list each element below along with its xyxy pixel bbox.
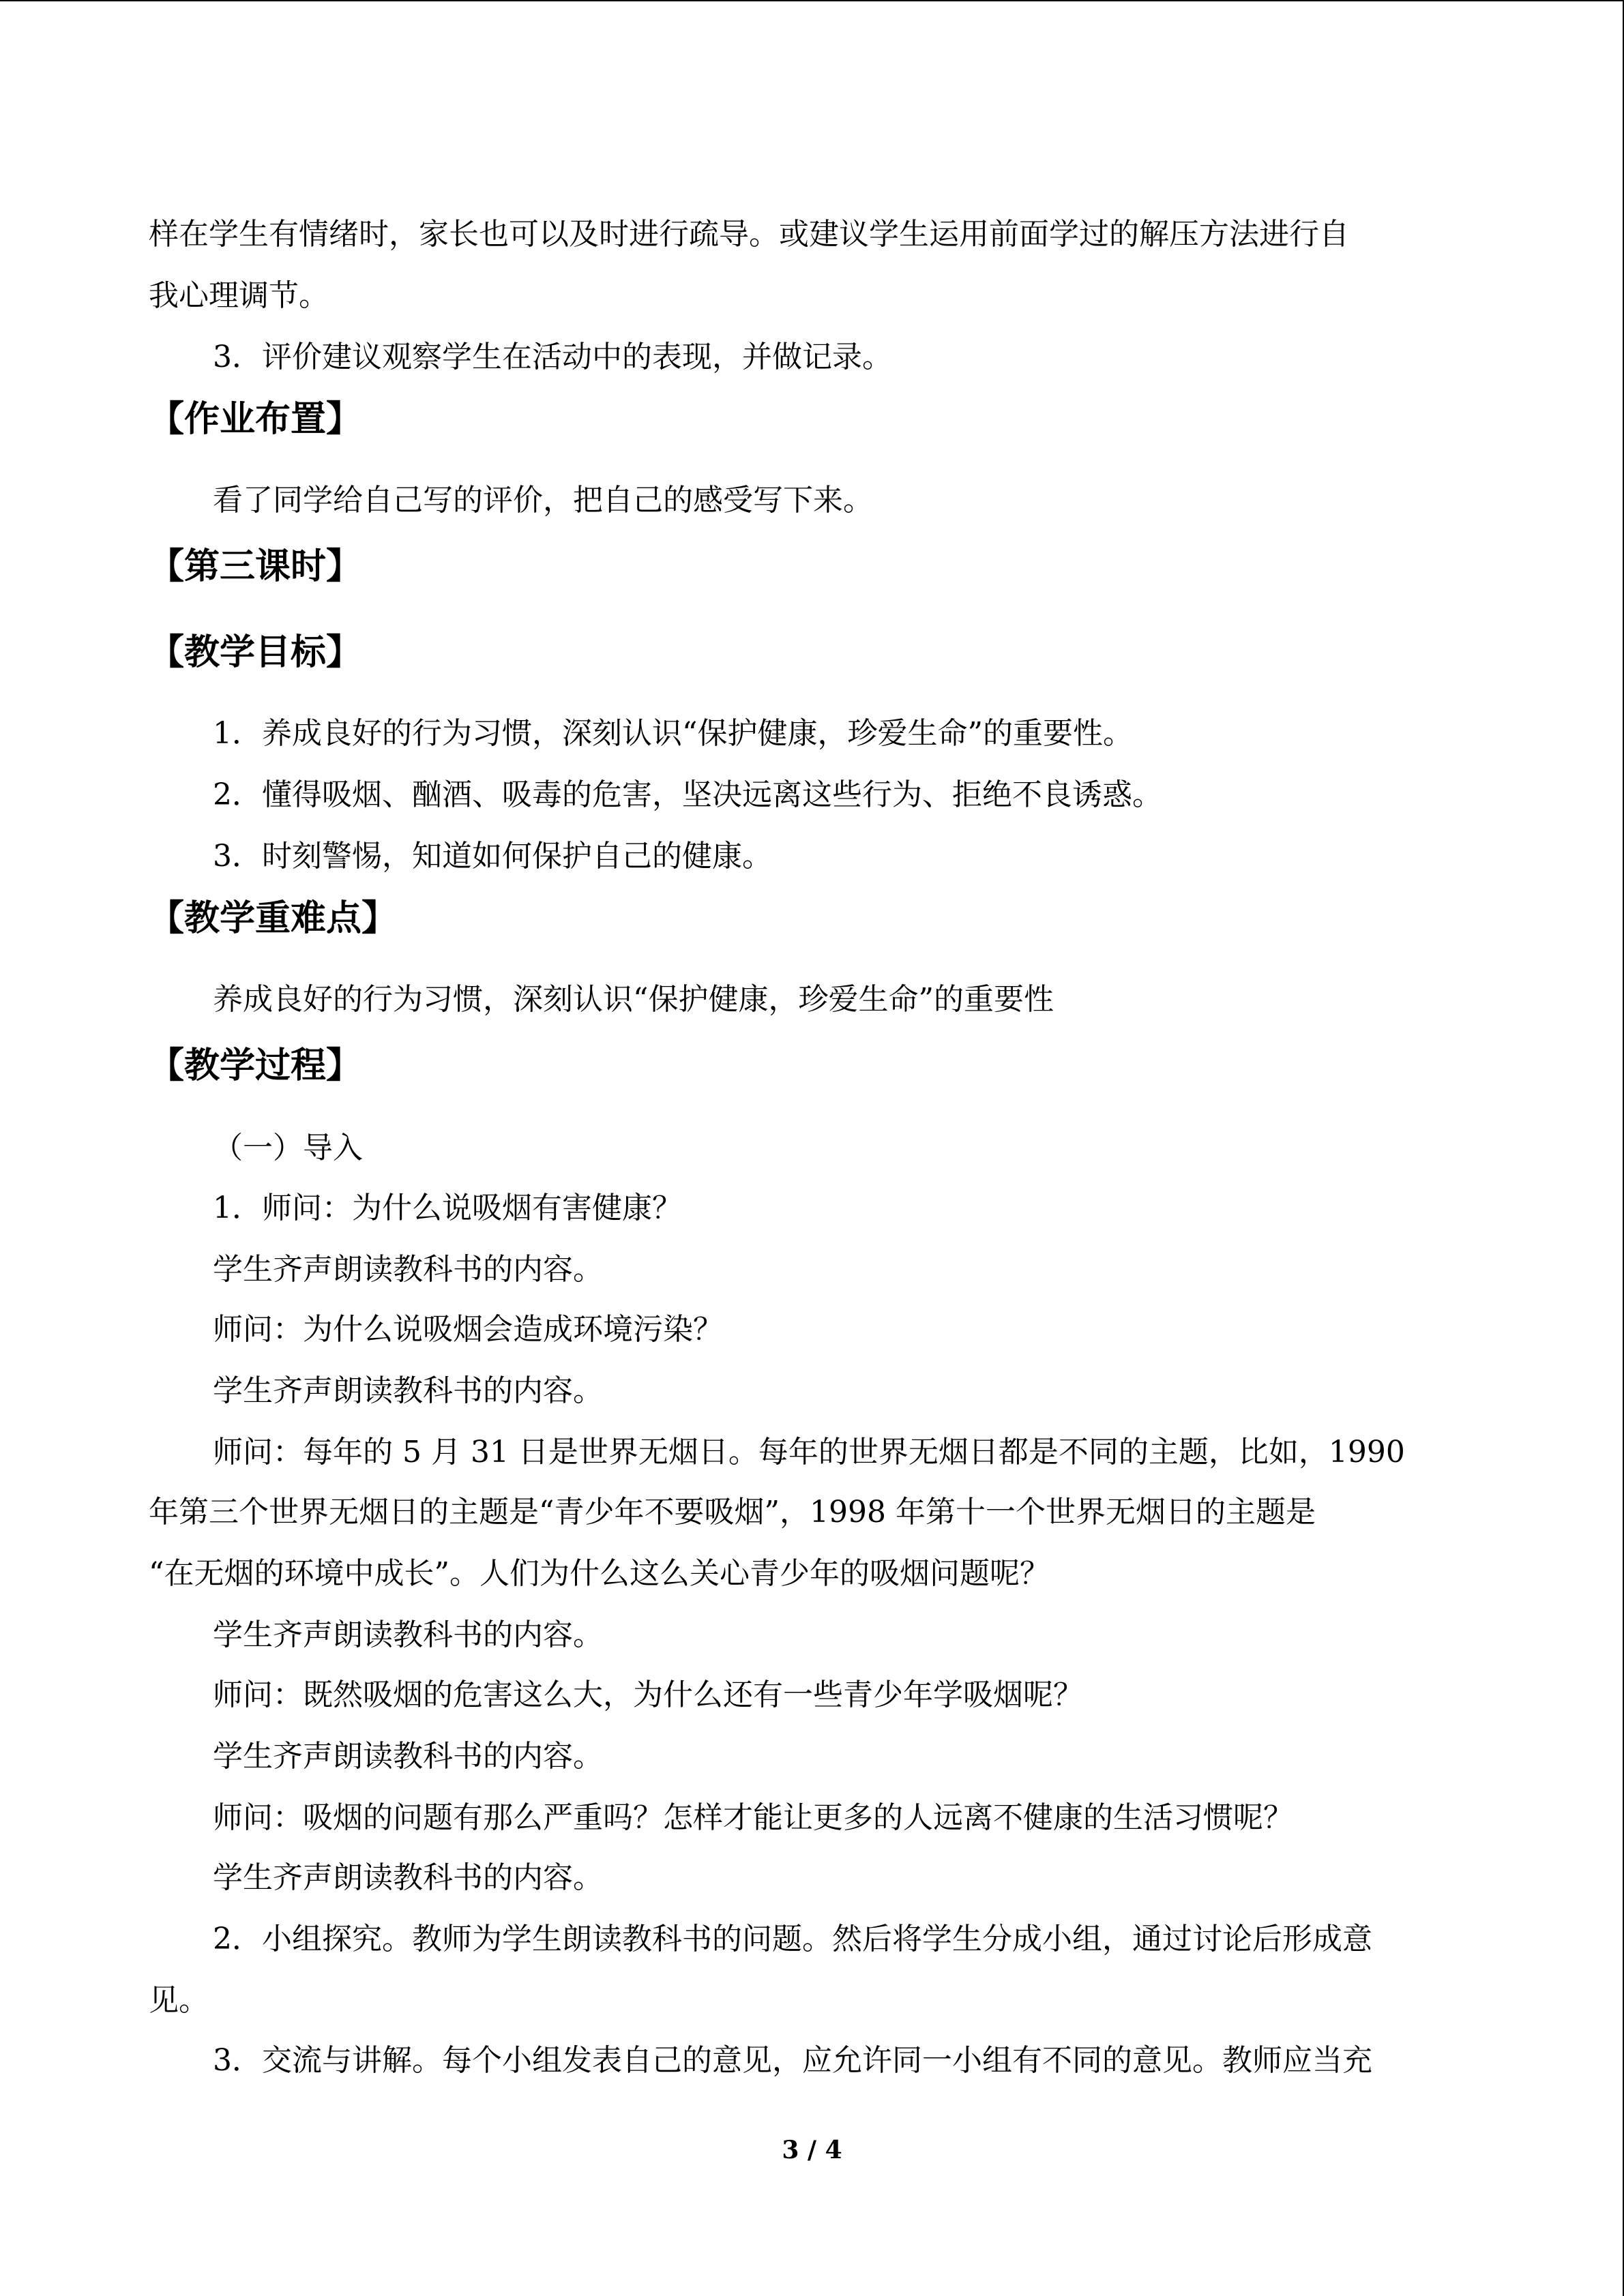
paragraph-line: 师问：吸烟的问题有那么严重吗？怎样才能让更多的人远离不健康的生活习惯呢？ [213,1800,1293,1835]
page-number: 3 / 4 [782,2136,842,2164]
paragraph-line: 学生齐声朗读教科书的内容。 [213,1617,603,1652]
paragraph-line: 师问：既然吸烟的危害这么大，为什么还有一些青少年学吸烟呢？ [213,1678,1083,1712]
paragraph-line: 样在学生有情绪时，家长也可以及时进行疏导。或建议学生运用前面学过的解压方法进行自 [149,217,1349,252]
list-item: 1．养成良好的行为习惯，深刻认识“保护健康，珍爱生命”的重要性。 [213,716,1133,751]
list-item: 2．小组探究。教师为学生朗读教科书的问题。然后将学生分成小组，通过讨论后形成意 [213,1922,1372,1956]
subsection-heading: （一）导入 [213,1131,363,1165]
section-heading-third-lesson: 【第三课时】 [149,546,362,587]
list-item: 2．懂得吸烟、酗酒、吸毒的危害，坚决远离这些行为、拒绝不良诱惑。 [213,777,1162,812]
paragraph-line: 师问：为什么说吸烟会造成环境污染？ [213,1312,723,1347]
paragraph-line: 看了同学给自己写的评价，把自己的感受写下来。 [213,483,873,518]
paragraph-line: 学生齐声朗读教科书的内容。 [213,1860,603,1895]
paragraph-line: 年第三个世界无烟日的主题是“青少年不要吸烟”，1998 年第十一个世界无烟日的主题是 [149,1495,1316,1530]
list-item: 3．评价建议观察学生在活动中的表现，并做记录。 [213,340,892,374]
paragraph-line: 学生齐声朗读教科书的内容。 [213,1739,603,1774]
section-heading-process: 【教学过程】 [149,1045,362,1086]
paragraph-line: 学生齐声朗读教科书的内容。 [213,1252,603,1287]
section-heading-homework: 【作业布置】 [149,398,362,440]
paragraph-line: 师问：每年的 5 月 31 日是世界无烟日。每年的世界无烟日都是不同的主题，比如，1990 [213,1435,1405,1470]
paragraph-line: “在无烟的环境中成长”。人们为什么这么关心青少年的吸烟问题呢？ [149,1556,1050,1591]
paragraph-line: 见。 [149,1983,209,2018]
paragraph-line: 学生齐声朗读教科书的内容。 [213,1373,603,1408]
section-heading-key-points: 【教学重难点】 [149,897,398,939]
list-item: 3．交流与讲解。每个小组发表自己的意见，应允许同一小组有不同的意见。教师应当充 [213,2043,1372,2078]
paragraph-line: 养成良好的行为习惯，深刻认识“保护健康，珍爱生命”的重要性 [213,982,1054,1017]
list-item: 1．师问：为什么说吸烟有害健康？ [213,1191,682,1225]
section-heading-objectives: 【教学目标】 [149,631,362,673]
paragraph-line: 我心理调节。 [149,278,329,313]
list-item: 3．时刻警惕，知道如何保护自己的健康。 [213,839,772,874]
